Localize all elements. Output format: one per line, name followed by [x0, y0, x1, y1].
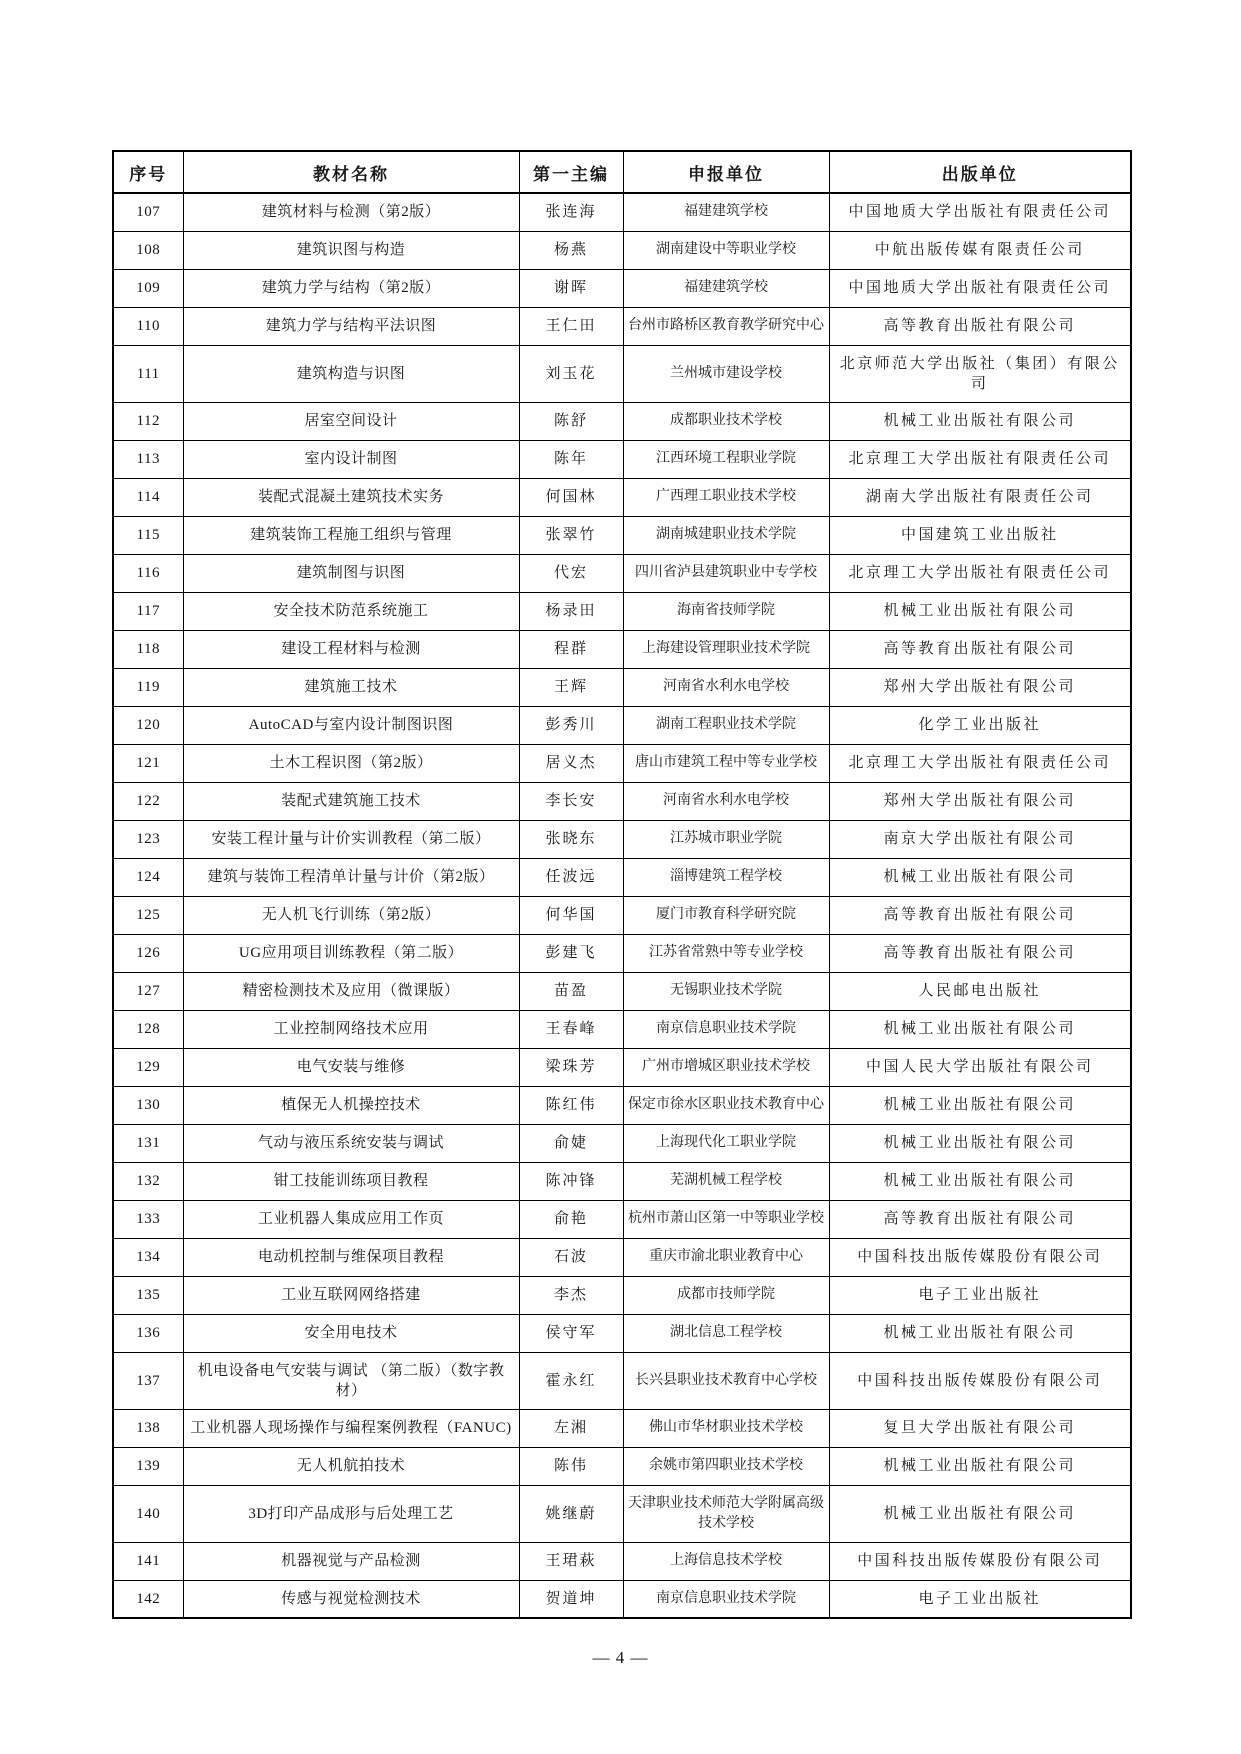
cell-editor: 杨录田 — [519, 592, 623, 630]
table-row — [113, 1314, 1131, 1352]
cell-title: 建筑力学与结构平法识图 — [183, 307, 519, 345]
cell-publisher: 电子工业出版社 — [829, 1580, 1131, 1618]
cell-applicant: 兰州城市建设学校 — [623, 345, 829, 402]
cell-publisher: 郑州大学出版社有限公司 — [829, 668, 1131, 706]
cell-applicant: 南京信息职业技术学院 — [623, 1580, 829, 1618]
cell-serial: 140 — [113, 1485, 183, 1542]
cell-serial: 120 — [113, 706, 183, 744]
cell-editor: 李长安 — [519, 782, 623, 820]
cell-serial: 111 — [113, 345, 183, 402]
cell-applicant: 杭州市萧山区第一中等职业学校 — [623, 1200, 829, 1238]
cell-editor: 俞艳 — [519, 1200, 623, 1238]
cell-publisher: 机械工业出版社有限公司 — [829, 1010, 1131, 1048]
cell-editor: 刘玉花 — [519, 345, 623, 402]
table-row — [113, 1485, 1131, 1542]
cell-serial: 141 — [113, 1542, 183, 1580]
header-editor: 第一主编 — [519, 151, 623, 193]
cell-serial: 114 — [113, 478, 183, 516]
cell-applicant: 余姚市第四职业技术学校 — [623, 1447, 829, 1485]
cell-applicant: 天津职业技术师范大学附属高级技术学校 — [623, 1485, 829, 1542]
cell-publisher: 高等教育出版社有限公司 — [829, 630, 1131, 668]
cell-title: 电气安装与维修 — [183, 1048, 519, 1086]
cell-publisher: 人民邮电出版社 — [829, 972, 1131, 1010]
cell-applicant: 福建建筑学校 — [623, 193, 829, 231]
cell-serial: 118 — [113, 630, 183, 668]
cell-serial: 108 — [113, 231, 183, 269]
cell-publisher: 机械工业出版社有限公司 — [829, 858, 1131, 896]
cell-title: 工业机器人现场操作与编程案例教程（FANUC) — [183, 1409, 519, 1447]
cell-publisher: 化学工业出版社 — [829, 706, 1131, 744]
cell-applicant: 长兴县职业技术教育中心学校 — [623, 1352, 829, 1409]
cell-editor: 王春峰 — [519, 1010, 623, 1048]
table-row — [113, 934, 1131, 972]
cell-publisher: 高等教育出版社有限公司 — [829, 934, 1131, 972]
table-row — [113, 440, 1131, 478]
cell-publisher: 湖南大学出版社有限责任公司 — [829, 478, 1131, 516]
cell-serial: 116 — [113, 554, 183, 592]
cell-editor: 彭建飞 — [519, 934, 623, 972]
textbook-table — [112, 150, 1132, 1619]
cell-publisher: 中航出版传媒有限责任公司 — [829, 231, 1131, 269]
cell-editor: 张连海 — [519, 193, 623, 231]
table-row — [113, 896, 1131, 934]
cell-publisher: 高等教育出版社有限公司 — [829, 896, 1131, 934]
table-row — [113, 1162, 1131, 1200]
table-row — [113, 269, 1131, 307]
cell-editor: 陈红伟 — [519, 1086, 623, 1124]
cell-publisher: 机械工业出版社有限公司 — [829, 1162, 1131, 1200]
cell-editor: 王仁田 — [519, 307, 623, 345]
cell-title: 工业控制网络技术应用 — [183, 1010, 519, 1048]
cell-title: 气动与液压系统安装与调试 — [183, 1124, 519, 1162]
cell-editor: 张晓东 — [519, 820, 623, 858]
cell-publisher: 中国地质大学出版社有限责任公司 — [829, 193, 1131, 231]
cell-applicant: 江西环境工程职业学院 — [623, 440, 829, 478]
cell-publisher: 电子工业出版社 — [829, 1276, 1131, 1314]
cell-publisher: 中国人民大学出版社有限公司 — [829, 1048, 1131, 1086]
cell-editor: 程群 — [519, 630, 623, 668]
table-row — [113, 668, 1131, 706]
cell-serial: 121 — [113, 744, 183, 782]
cell-serial: 131 — [113, 1124, 183, 1162]
cell-editor: 姚继蔚 — [519, 1485, 623, 1542]
table-row — [113, 592, 1131, 630]
cell-title: 机器视觉与产品检测 — [183, 1542, 519, 1580]
cell-title: 安全技术防范系统施工 — [183, 592, 519, 630]
cell-title: 建筑力学与结构（第2版） — [183, 269, 519, 307]
cell-title: AutoCAD与室内设计制图识图 — [183, 706, 519, 744]
cell-title: 居室空间设计 — [183, 402, 519, 440]
table-row — [113, 1447, 1131, 1485]
table-row — [113, 478, 1131, 516]
table-row — [113, 1086, 1131, 1124]
cell-editor: 贺道坤 — [519, 1580, 623, 1618]
cell-serial: 115 — [113, 516, 183, 554]
cell-serial: 109 — [113, 269, 183, 307]
table-row — [113, 1409, 1131, 1447]
cell-editor: 陈伟 — [519, 1447, 623, 1485]
cell-publisher: 北京师范大学出版社（集团）有限公司 — [829, 345, 1131, 402]
cell-editor: 居义杰 — [519, 744, 623, 782]
table-row — [113, 193, 1131, 231]
cell-publisher: 北京理工大学出版社有限责任公司 — [829, 554, 1131, 592]
cell-title: 精密检测技术及应用（微课版） — [183, 972, 519, 1010]
cell-publisher: 机械工业出版社有限公司 — [829, 1447, 1131, 1485]
cell-title: 传感与视觉检测技术 — [183, 1580, 519, 1618]
cell-title: 室内设计制图 — [183, 440, 519, 478]
cell-title: 建设工程材料与检测 — [183, 630, 519, 668]
table-row — [113, 1048, 1131, 1086]
cell-serial: 133 — [113, 1200, 183, 1238]
cell-editor: 代宏 — [519, 554, 623, 592]
cell-applicant: 湖北信息工程学校 — [623, 1314, 829, 1352]
cell-applicant: 海南省技师学院 — [623, 592, 829, 630]
cell-title: 建筑制图与识图 — [183, 554, 519, 592]
cell-applicant: 淄博建筑工程学校 — [623, 858, 829, 896]
cell-serial: 125 — [113, 896, 183, 934]
cell-title: 安装工程计量与计价实训教程（第二版） — [183, 820, 519, 858]
cell-serial: 135 — [113, 1276, 183, 1314]
table-row — [113, 231, 1131, 269]
cell-title: 建筑识图与构造 — [183, 231, 519, 269]
cell-serial: 137 — [113, 1352, 183, 1409]
cell-editor: 陈冲锋 — [519, 1162, 623, 1200]
cell-serial: 110 — [113, 307, 183, 345]
cell-applicant: 上海信息技术学校 — [623, 1542, 829, 1580]
cell-applicant: 江苏省常熟中等专业学校 — [623, 934, 829, 972]
table-row — [113, 307, 1131, 345]
cell-publisher: 高等教育出版社有限公司 — [829, 1200, 1131, 1238]
cell-applicant: 成都职业技术学校 — [623, 402, 829, 440]
table-row — [113, 1542, 1131, 1580]
table-row — [113, 782, 1131, 820]
header-publisher: 出版单位 — [829, 151, 1131, 193]
cell-title: 装配式建筑施工技术 — [183, 782, 519, 820]
cell-title: 植保无人机操控技术 — [183, 1086, 519, 1124]
cell-editor: 李杰 — [519, 1276, 623, 1314]
cell-editor: 陈年 — [519, 440, 623, 478]
cell-publisher: 机械工业出版社有限公司 — [829, 1485, 1131, 1542]
cell-title: 无人机飞行训练（第2版） — [183, 896, 519, 934]
cell-applicant: 厦门市教育科学研究院 — [623, 896, 829, 934]
table-row — [113, 630, 1131, 668]
cell-applicant: 上海现代化工职业学院 — [623, 1124, 829, 1162]
cell-publisher: 高等教育出版社有限公司 — [829, 307, 1131, 345]
header-title: 教材名称 — [183, 151, 519, 193]
cell-title: 机电设备电气安装与调试 （第二版）（数字教材） — [183, 1352, 519, 1409]
table-row — [113, 1124, 1131, 1162]
cell-applicant: 湖南工程职业技术学院 — [623, 706, 829, 744]
table-row — [113, 1010, 1131, 1048]
cell-publisher: 中国科技出版传媒股份有限公司 — [829, 1542, 1131, 1580]
cell-publisher: 复旦大学出版社有限公司 — [829, 1409, 1131, 1447]
cell-serial: 126 — [113, 934, 183, 972]
table-row — [113, 744, 1131, 782]
cell-title: 3D打印产品成形与后处理工艺 — [183, 1485, 519, 1542]
table-row — [113, 554, 1131, 592]
cell-publisher: 郑州大学出版社有限公司 — [829, 782, 1131, 820]
cell-applicant: 重庆市渝北职业教育中心 — [623, 1238, 829, 1276]
cell-title: 无人机航拍技术 — [183, 1447, 519, 1485]
cell-serial: 139 — [113, 1447, 183, 1485]
cell-title: 钳工技能训练项目教程 — [183, 1162, 519, 1200]
cell-title: 工业机器人集成应用工作页 — [183, 1200, 519, 1238]
cell-editor: 杨燕 — [519, 231, 623, 269]
cell-publisher: 中国科技出版传媒股份有限公司 — [829, 1352, 1131, 1409]
table-row — [113, 858, 1131, 896]
cell-serial: 132 — [113, 1162, 183, 1200]
cell-publisher: 中国科技出版传媒股份有限公司 — [829, 1238, 1131, 1276]
cell-publisher: 中国地质大学出版社有限责任公司 — [829, 269, 1131, 307]
table-row — [113, 820, 1131, 858]
cell-editor: 王珺萩 — [519, 1542, 623, 1580]
header-applicant: 申报单位 — [623, 151, 829, 193]
table-row — [113, 972, 1131, 1010]
cell-applicant: 无锡职业技术学院 — [623, 972, 829, 1010]
cell-title: 安全用电技术 — [183, 1314, 519, 1352]
cell-serial: 134 — [113, 1238, 183, 1276]
cell-editor: 何国林 — [519, 478, 623, 516]
table-body — [113, 193, 1131, 1618]
cell-serial: 113 — [113, 440, 183, 478]
cell-title: 建筑与装饰工程清单计量与计价（第2版） — [183, 858, 519, 896]
cell-serial: 123 — [113, 820, 183, 858]
cell-serial: 112 — [113, 402, 183, 440]
cell-editor: 彭秀川 — [519, 706, 623, 744]
cell-serial: 124 — [113, 858, 183, 896]
cell-editor: 陈舒 — [519, 402, 623, 440]
cell-serial: 119 — [113, 668, 183, 706]
cell-applicant: 河南省水利水电学校 — [623, 668, 829, 706]
cell-serial: 107 — [113, 193, 183, 231]
table-row — [113, 1352, 1131, 1409]
header-serial: 序号 — [113, 151, 183, 193]
cell-serial: 136 — [113, 1314, 183, 1352]
table-row — [113, 516, 1131, 554]
cell-publisher: 北京理工大学出版社有限责任公司 — [829, 440, 1131, 478]
cell-applicant: 湖南城建职业技术学院 — [623, 516, 829, 554]
cell-applicant: 河南省水利水电学校 — [623, 782, 829, 820]
cell-applicant: 唐山市建筑工程中等专业学校 — [623, 744, 829, 782]
cell-editor: 俞婕 — [519, 1124, 623, 1162]
table-row — [113, 1276, 1131, 1314]
cell-editor: 苗盈 — [519, 972, 623, 1010]
cell-applicant: 保定市徐水区职业技术教育中心 — [623, 1086, 829, 1124]
cell-publisher: 机械工业出版社有限公司 — [829, 402, 1131, 440]
cell-editor: 何华国 — [519, 896, 623, 934]
cell-publisher: 北京理工大学出版社有限责任公司 — [829, 744, 1131, 782]
cell-serial: 138 — [113, 1409, 183, 1447]
cell-publisher: 机械工业出版社有限公司 — [829, 1314, 1131, 1352]
cell-editor: 侯守军 — [519, 1314, 623, 1352]
cell-editor: 张翠竹 — [519, 516, 623, 554]
cell-serial: 127 — [113, 972, 183, 1010]
cell-publisher: 中国建筑工业出版社 — [829, 516, 1131, 554]
cell-applicant: 福建建筑学校 — [623, 269, 829, 307]
cell-title: 装配式混凝土建筑技术实务 — [183, 478, 519, 516]
cell-applicant: 南京信息职业技术学院 — [623, 1010, 829, 1048]
cell-title: 建筑施工技术 — [183, 668, 519, 706]
cell-publisher: 机械工业出版社有限公司 — [829, 1124, 1131, 1162]
cell-applicant: 上海建设管理职业技术学院 — [623, 630, 829, 668]
cell-applicant: 芜湖机械工程学校 — [623, 1162, 829, 1200]
cell-title: 土木工程识图（第2版） — [183, 744, 519, 782]
cell-editor: 梁珠芳 — [519, 1048, 623, 1086]
cell-title: 电动机控制与维保项目教程 — [183, 1238, 519, 1276]
cell-applicant: 湖南建设中等职业学校 — [623, 231, 829, 269]
cell-title: 建筑装饰工程施工组织与管理 — [183, 516, 519, 554]
table-row — [113, 1200, 1131, 1238]
cell-serial: 117 — [113, 592, 183, 630]
cell-publisher: 机械工业出版社有限公司 — [829, 592, 1131, 630]
cell-serial: 122 — [113, 782, 183, 820]
cell-serial: 128 — [113, 1010, 183, 1048]
cell-editor: 左湘 — [519, 1409, 623, 1447]
cell-title: 建筑材料与检测（第2版） — [183, 193, 519, 231]
cell-editor: 石波 — [519, 1238, 623, 1276]
cell-applicant: 四川省泸县建筑职业中专学校 — [623, 554, 829, 592]
table-row — [113, 706, 1131, 744]
table-row — [113, 402, 1131, 440]
cell-title: UG应用项目训练教程（第二版） — [183, 934, 519, 972]
table-row — [113, 1580, 1131, 1618]
table-row — [113, 345, 1131, 402]
cell-editor: 任波远 — [519, 858, 623, 896]
cell-title: 建筑构造与识图 — [183, 345, 519, 402]
cell-applicant: 成都市技师学院 — [623, 1276, 829, 1314]
cell-serial: 129 — [113, 1048, 183, 1086]
cell-publisher: 机械工业出版社有限公司 — [829, 1086, 1131, 1124]
cell-editor: 王辉 — [519, 668, 623, 706]
cell-editor: 霍永红 — [519, 1352, 623, 1409]
page-number: — 4 — — [592, 1648, 649, 1667]
cell-serial: 142 — [113, 1580, 183, 1618]
cell-title: 工业互联网网络搭建 — [183, 1276, 519, 1314]
cell-editor: 谢晖 — [519, 269, 623, 307]
cell-applicant: 广州市增城区职业技术学校 — [623, 1048, 829, 1086]
cell-applicant: 台州市路桥区教育教学研究中心 — [623, 307, 829, 345]
cell-applicant: 广西理工职业技术学校 — [623, 478, 829, 516]
cell-applicant: 江苏城市职业学院 — [623, 820, 829, 858]
cell-publisher: 南京大学出版社有限公司 — [829, 820, 1131, 858]
header-row — [113, 151, 1131, 193]
cell-applicant: 佛山市华材职业技术学校 — [623, 1409, 829, 1447]
cell-serial: 130 — [113, 1086, 183, 1124]
table-row — [113, 1238, 1131, 1276]
